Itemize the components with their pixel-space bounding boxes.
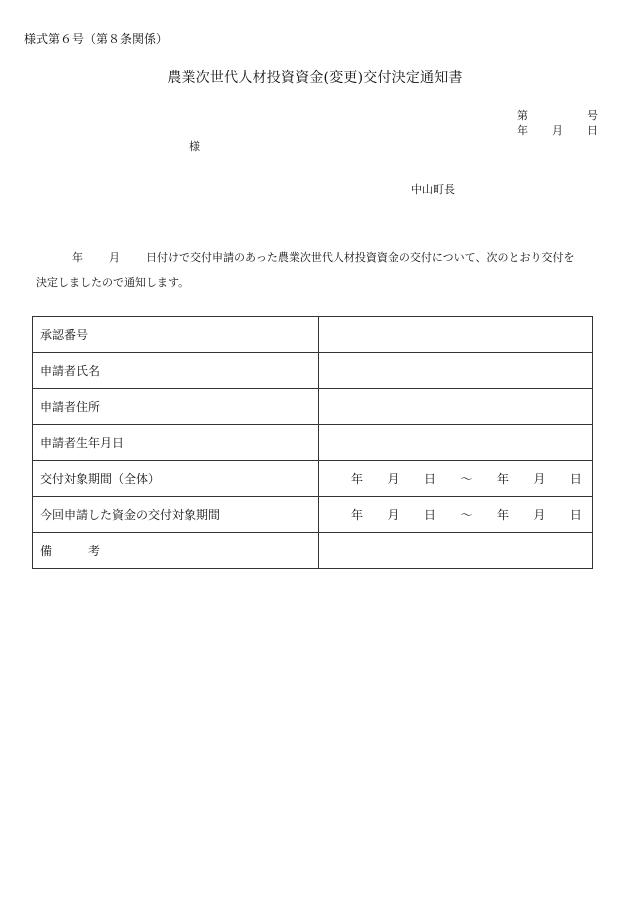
table-row — [33, 353, 593, 389]
period-range — [319, 506, 592, 523]
body-line-1-text: 日付けで交付申請のあった農業次世代人材投資資金の交付について、次のとおり交付を — [146, 251, 575, 264]
table-row — [33, 497, 593, 533]
end-month: 月 — [533, 472, 546, 486]
start-year: 年 — [351, 508, 364, 522]
document-title: 農業次世代人材投資資金(変更)交付決定通知書 — [167, 70, 463, 86]
body-line-2: 決定しましたので通知します。 — [36, 276, 190, 289]
table-row — [33, 317, 593, 353]
body-month: 月 — [109, 251, 120, 264]
row-value — [319, 533, 593, 569]
end-day: 日 — [569, 472, 582, 486]
end-year: 年 — [496, 472, 509, 486]
document-date-row — [517, 123, 598, 138]
row-label: 申請者住所 — [33, 389, 319, 425]
start-day: 日 — [423, 508, 436, 522]
document-number-block — [517, 108, 598, 138]
issuer-name: 中山町長 — [411, 183, 455, 196]
row-label: 今回申請した資金の交付対象期間 — [33, 497, 319, 533]
decision-table — [32, 316, 593, 569]
row-value — [319, 353, 593, 389]
end-month: 月 — [533, 508, 546, 522]
period-range — [319, 470, 592, 487]
form-number: 様式第６号（第８条関係） — [24, 32, 169, 46]
table-row — [33, 389, 593, 425]
row-value — [319, 425, 593, 461]
date-day: 日 — [587, 124, 598, 137]
row-value — [319, 317, 593, 353]
number-suffix: 号 — [587, 109, 598, 122]
table-row — [33, 533, 593, 569]
body-year: 年 — [72, 251, 83, 264]
range-separator: ～ — [460, 508, 473, 522]
row-label: 交付対象期間（全体） — [33, 461, 319, 497]
row-value — [319, 497, 593, 533]
row-label: 申請者氏名 — [33, 353, 319, 389]
number-prefix: 第 — [517, 109, 528, 122]
start-day: 日 — [423, 472, 436, 486]
row-label: 備 考 — [33, 533, 319, 569]
end-day: 日 — [569, 508, 582, 522]
end-year: 年 — [496, 508, 509, 522]
table-row — [33, 461, 593, 497]
start-month: 月 — [387, 472, 400, 486]
row-label: 承認番号 — [33, 317, 319, 353]
start-month: 月 — [387, 508, 400, 522]
body-paragraph — [36, 245, 574, 295]
addressee-honorific: 様 — [189, 140, 200, 153]
start-year: 年 — [351, 472, 364, 486]
date-month: 月 — [552, 124, 563, 137]
row-value — [319, 389, 593, 425]
date-year: 年 — [517, 124, 528, 137]
table-row — [33, 425, 593, 461]
body-line-1 — [36, 245, 574, 270]
row-label: 申請者生年月日 — [33, 425, 319, 461]
range-separator: ～ — [460, 472, 473, 486]
document-number-row — [517, 108, 598, 123]
row-value — [319, 461, 593, 497]
